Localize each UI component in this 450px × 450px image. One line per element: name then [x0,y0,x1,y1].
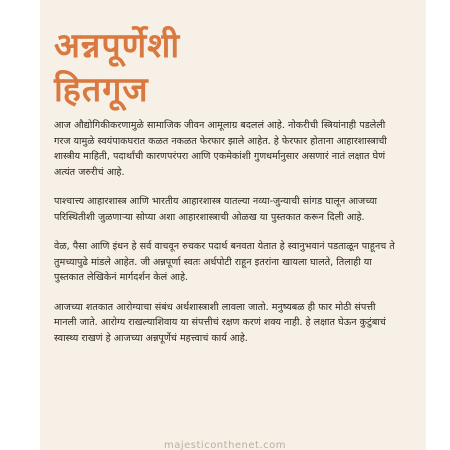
cover-title-line-2: हितगूज [54,70,149,110]
watermark-text: majesticonthenet.com [163,440,287,450]
right-margin-strip [426,0,450,450]
blurb-text [54,118,400,360]
cover-title-line-1: अन्नपूर्णेशी [54,26,181,66]
blurb-paragraph-3: वेळ, पैसा आणि इंधन हे सर्व वाचवून रुचकर पदार्थ बनवता येतात हे स्वानुभवानं पडताळून पाहूनच ते तुमच्यापुढे मांडले आहेत. जी अन्नपूर्णा स्वतः अर्धपोटी राहून इतरांना खायला घालते, तिलाही या पुस्तकात लेखिकेनं मार्गदर्शन केलं आहे. [54,241,395,283]
blurb-paragraph-4: आजच्या शतकात आरोग्याचा संबंध अर्थशास्त्राशी लावला जातो. मनुष्यबळ ही फार मोठी संपत्ती मानली जाते. आरोग्य राखल्याशिवाय या संपत्तीचं रक्षण करणं शक्य नाही. हे लक्षात घेऊन कुटुंबाचं स्वास्थ्य राखणं हे आजच्या अन्नपूर्णेचं महत्त्वाचं कार्य आहे. [54,301,386,344]
blurb-paragraph-1: आज औद्योगिकीकरणामुळे सामाजिक जीवन आमूलाग्र बदललं आहे. नोकरीची स्त्रियांनाही पडलेली गरज यामुळे स्वयंपाकघरात कळत नकळत फेरफार झाले आहेत. हे फेरफार होताना आहारशास्त्राची शास्त्रीय माहिती, पदार्थांची कारणपरंपरा आणि एकमेकांशी गुणधर्मानुसार असणारं नातं लक्षात घेणं अत्यंत जरुरीचं आहे. [54,120,387,178]
blurb-paragraph-2: पाश्चात्त्य आहारशास्त्र आणि भारतीय आहारशास्त्र यातल्या नव्या-जुन्याची सांगड घालून आजच्या परिस्थितीशी जुळणाऱ्या सोप्या अशा आहारशास्त्राची ओळख या पुस्तकात करून दिली आहे. [54,196,378,223]
